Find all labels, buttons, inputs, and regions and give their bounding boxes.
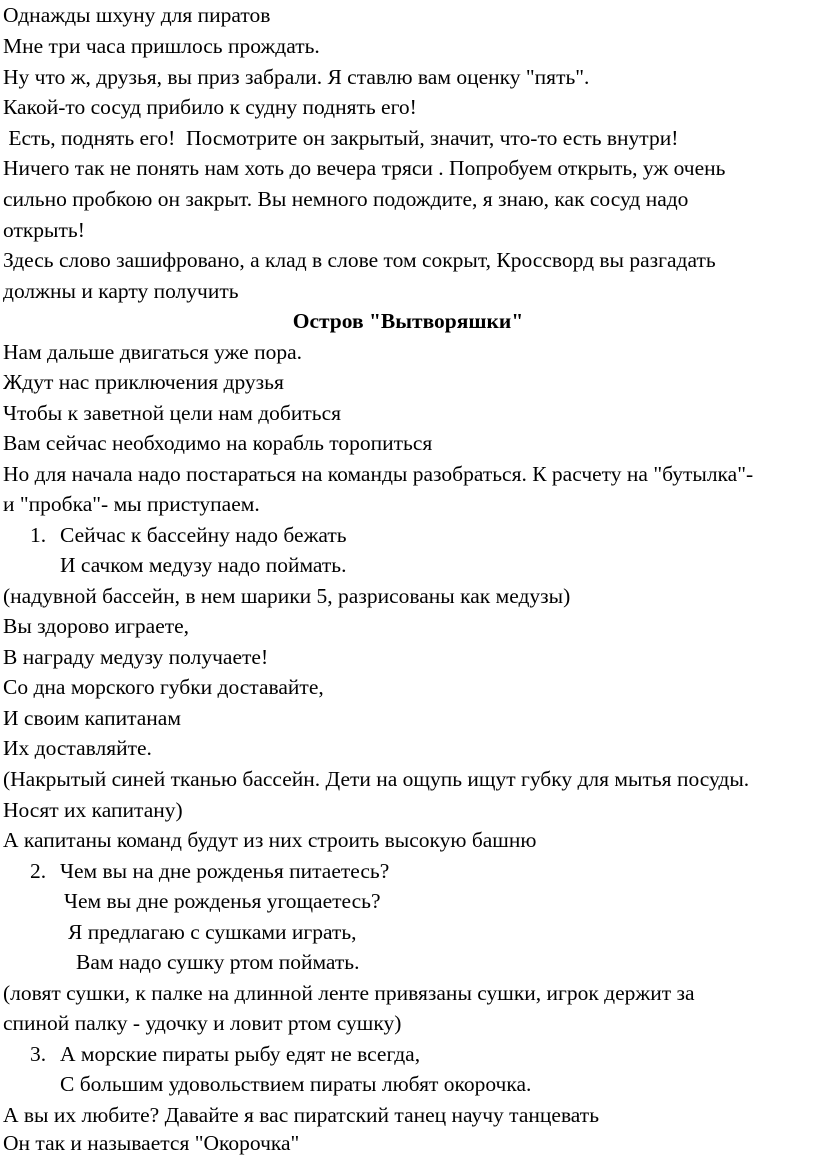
list-number: 3.	[30, 1042, 47, 1066]
section-heading: Остров "Вытворяшки"	[292, 309, 524, 333]
text-line: сильно пробкою он закрыт. Вы немного подождите, я знаю, как сосуд надо	[3, 187, 689, 211]
list-item-text: Чем вы на дне рожденья питаетесь?	[60, 859, 390, 883]
list-item-text: Я предлагаю с сушками играть,	[68, 920, 357, 944]
list-number: 2.	[30, 859, 47, 883]
text-line: Ничего так не понять нам хоть до вечера тряси . Попробуем открыть, уж очень	[3, 156, 726, 180]
text-line: (ловят сушки, к палке на длинной ленте привязаны сушки, игрок держит за	[3, 981, 695, 1005]
text-line: Здесь слово зашифровано, а клад в слове том сокрыт, Кроссворд вы разгадать	[3, 248, 716, 272]
list-item-text: Чем вы дне рожденья угощаетесь?	[64, 889, 381, 913]
text-line: Мне три часа пришлось прождать.	[3, 34, 320, 58]
text-line: Чтобы к заветной цели нам добиться	[3, 401, 342, 425]
text-line: открыть!	[3, 218, 85, 242]
text-line: Вам сейчас необходимо на корабль торопиться	[3, 431, 433, 455]
text-line: Однажды шхуну для пиратов	[3, 3, 271, 27]
text-line: Ждут нас приключения друзья	[3, 370, 284, 394]
text-line: И своим капитанам	[3, 706, 181, 730]
text-line: Их доставляйте.	[3, 736, 152, 760]
list-item-text: С большим удовольствием пираты любят окорочка.	[60, 1072, 532, 1096]
text-line: Вы здорово играете,	[3, 614, 190, 638]
text-line: спиной палку - удочку и ловит ртом сушку)	[3, 1011, 402, 1035]
text-line: Ну что ж, друзья, вы приз забрали. Я ставлю вам оценку "пять".	[3, 65, 590, 89]
text-line: Какой-то сосуд прибило к судну поднять его!	[3, 95, 417, 119]
text-line: Он так и называется "Окорочка"	[3, 1131, 300, 1155]
text-line: и "пробка"- мы приступаем.	[3, 492, 260, 516]
text-line: А вы их любите? Давайте я вас пиратский танец научу танцевать	[3, 1103, 599, 1127]
text-line: (надувной бассейн, в нем шарики 5, разрисованы как медузы)	[3, 584, 571, 608]
text-line: Носят их капитану)	[3, 798, 183, 822]
text-line: (Накрытый синей тканью бассейн. Дети на ощупь ищут губку для мытья посуды.	[3, 767, 750, 791]
list-item-text: И сачком медузу надо поймать.	[60, 553, 347, 577]
text-line: Есть, поднять его! Посмотрите он закрытый, значит, что-то есть внутри!	[3, 126, 679, 150]
list-item-text: Вам надо сушку ртом поймать.	[76, 950, 360, 974]
list-item-text: А морские пираты рыбу едят не всегда,	[60, 1042, 421, 1066]
text-line: А капитаны команд будут из них строить высокую башню	[3, 828, 537, 852]
list-number: 1.	[30, 523, 47, 547]
text-line: Со дна морского губки доставайте,	[3, 675, 324, 699]
text-line: должны и карту получить	[3, 279, 239, 303]
list-item-text: Сейчас к бассейну надо бежать	[60, 523, 347, 547]
text-line: Нам дальше двигаться уже пора.	[3, 340, 303, 364]
text-line: Но для начала надо постараться на команды разобраться. К расчету на "бутылка"-	[3, 462, 754, 486]
text-line: В награду медузу получаете!	[3, 645, 269, 669]
